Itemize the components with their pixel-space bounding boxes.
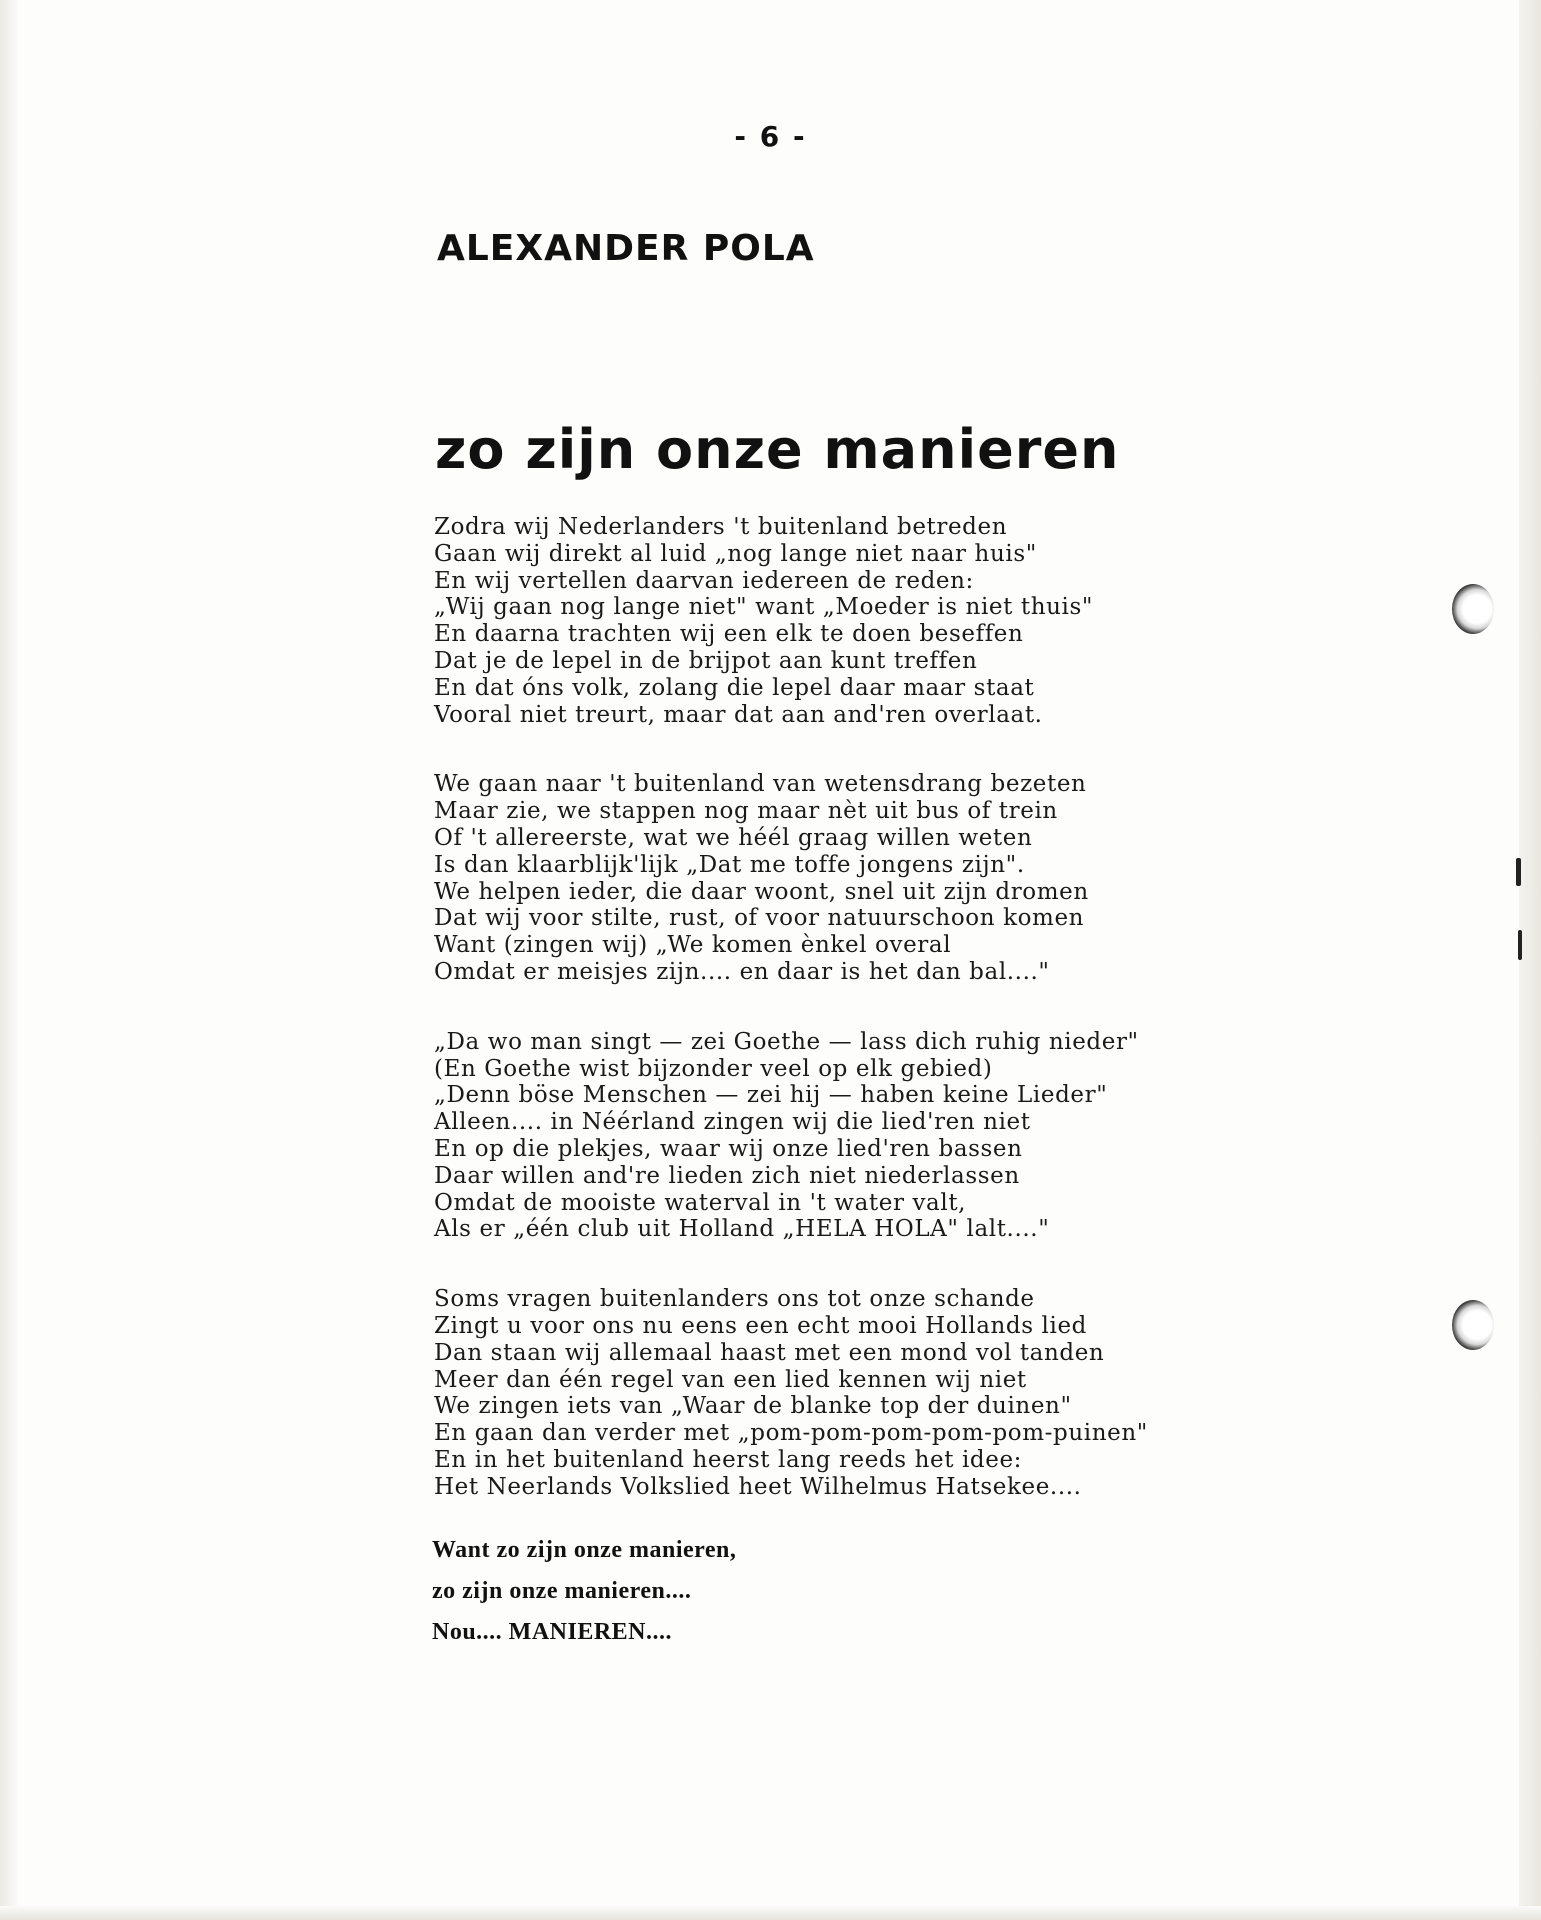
stanza — [434, 1029, 1434, 1243]
page-bottom-edge — [0, 1906, 1541, 1920]
poem-line: Is dan klaarblijk'lijk „Dat me toffe jongens zijn". — [434, 851, 1025, 878]
poem-line: „Denn böse Menschen — zei hij — haben keine Lieder" — [434, 1082, 1108, 1109]
poem-line: En dat óns volk, zolang die lepel daar maar staat — [434, 674, 1035, 701]
chorus-line: Nou.... MANIEREN.... — [432, 1619, 673, 1645]
chorus — [432, 1530, 736, 1653]
punch-hole-upper — [1452, 584, 1494, 634]
poem-line: „Wij gaan nog lange niet" want „Moeder is niet thuis" — [434, 594, 1094, 621]
page-number: - 6 - — [734, 120, 807, 153]
poem-line: Omdat er meisjes zijn.... en daar is het dan bal...." — [434, 958, 1050, 985]
poem-line: Dan staan wij allemaal haast met een mond vol tanden — [434, 1339, 1105, 1366]
poem-line: Gaan wij direkt al luid „nog lange niet naar huis" — [434, 540, 1037, 567]
page-left-edge — [0, 0, 18, 1920]
poem-line: Of 't allereerste, wat we héél graag willen weten — [434, 824, 1033, 851]
poem-line: En wij vertellen daarvan iedereen de reden: — [434, 567, 974, 594]
poem-line: Vooral niet treurt, maar dat aan and'ren overlaat. — [434, 701, 1043, 728]
poem-line: „Da wo man singt — zei Goethe — lass dich ruhig nieder" — [434, 1028, 1139, 1055]
chorus-line: zo zijn onze manieren.... — [432, 1578, 692, 1604]
stanza — [434, 771, 1434, 985]
poem-line: We zingen iets van „Waar de blanke top der duinen" — [434, 1393, 1072, 1420]
poem-line: Het Neerlands Volkslied heet Wilhelmus Hatsekee.... — [434, 1473, 1082, 1500]
poem-body — [434, 514, 1434, 1544]
poem-line: We gaan naar 't buitenland van wetensdrang bezeten — [434, 771, 1087, 798]
binding-mark — [1516, 858, 1521, 886]
poem-line: Zingt u voor ons nu eens een echt mooi Hollands lied — [434, 1312, 1088, 1339]
poem-line: Dat je de lepel in de brijpot aan kunt treffen — [434, 647, 978, 674]
author-name: ALEXANDER POLA — [437, 228, 815, 269]
poem-line: Soms vragen buitenlanders ons tot onze schande — [434, 1286, 1035, 1313]
poem-line: Zodra wij Nederlanders 't buitenland betreden — [434, 514, 1008, 540]
stanza — [434, 514, 1434, 728]
poem-line: En daarna trachten wij een elk te doen beseffen — [434, 621, 1024, 648]
stanza — [434, 1286, 1434, 1500]
poem-line: En gaan dan verder met „pom-pom-pom-pom-pom-puinen" — [434, 1420, 1148, 1447]
poem-line: En in het buitenland heerst lang reeds het idee: — [434, 1446, 1023, 1473]
poem-line: Maar zie, we stappen nog maar nèt uit bus of trein — [434, 798, 1058, 825]
poem-line: Dat wij voor stilte, rust, of voor natuurschoon komen — [434, 905, 1085, 932]
poem-line: Meer dan één regel van een lied kennen wij niet — [434, 1366, 1027, 1393]
poem-line: Alleen.... in Néérland zingen wij die lied'ren niet — [434, 1109, 1031, 1136]
poem-line: Als er „één club uit Holland „HELA HOLA" lalt...." — [434, 1216, 1050, 1243]
chorus-line: Want zo zijn onze manieren, — [432, 1537, 737, 1563]
punch-hole-lower — [1452, 1300, 1494, 1350]
poem-line: Omdat de mooiste waterval in 't water valt, — [434, 1189, 967, 1216]
poem-line: (En Goethe wist bijzonder veel op elk gebied) — [434, 1055, 993, 1082]
poem-line: Daar willen and're lieden zich niet niederlassen — [434, 1162, 1020, 1189]
poem-title: zo zijn onze manieren — [435, 418, 1120, 481]
page-right-edge — [1519, 0, 1541, 1920]
poem-line: Want (zingen wij) „We komen ènkel overal — [434, 932, 952, 959]
binding-mark — [1518, 930, 1522, 960]
poem-line: En op die plekjes, waar wij onze lied'ren bassen — [434, 1135, 1023, 1162]
poem-line: We helpen ieder, die daar woont, snel uit zijn dromen — [434, 878, 1089, 905]
